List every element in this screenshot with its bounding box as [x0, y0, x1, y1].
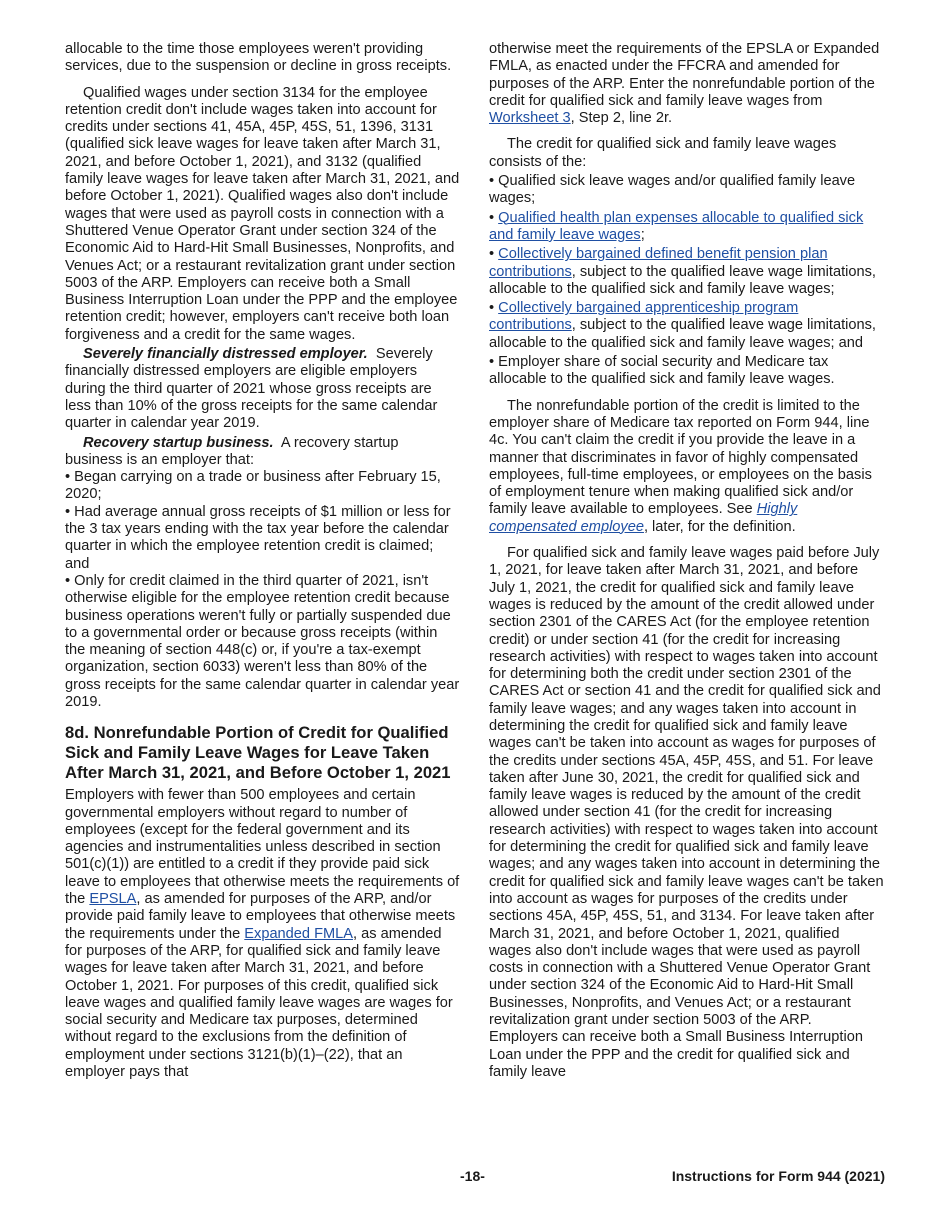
- pension-plan-contributions-link[interactable]: Collectively bargained defined benefit pension plan contributions: [489, 246, 828, 280]
- body-text: , Step 2, line 2r.: [570, 110, 673, 127]
- body-text: , subject to the qualified leave wage limitations, allocable to the qualified sick and family leave wages; and: [489, 317, 876, 351]
- bullet-item: • Employer share of social security and Medicare tax allocable to the qualified sick and family leave wages.: [489, 354, 884, 389]
- bullet-item: • Had average annual gross receipts of $1 million or less for the 3 tax years ending with the tax year before the calendar quarter in which the employee retention credit is claimed; and: [65, 504, 460, 573]
- left-column: [65, 41, 460, 1081]
- paragraph-8d-body: [65, 787, 460, 1081]
- right-column: [489, 41, 884, 1081]
- paragraph-recovery-startup: [65, 435, 460, 470]
- body-text: Employers with fewer than 500 employees and certain governmental employers without regard to number of employees (except for the federal government and its agencies and instrumentalities unless described in section 501(c)(1)) are entitled to a credit if they provide paid sick leave to employees that otherwise meets the requirements of the: [65, 787, 460, 908]
- recovery-startup-label: Recovery startup business.: [83, 434, 274, 451]
- apprenticeship-contributions-link[interactable]: Collectively bargained apprenticeship program contributions: [489, 300, 799, 334]
- recovery-startup-text: A recovery startup business is an employer that:: [65, 434, 399, 468]
- body-text: otherwise meet the requirements of the EPSLA or Expanded FMLA, as enacted under the FFCRA and amended for purposes of the ARP. Enter the nonrefundable portion of the credit for qualified sick and family leave wages from: [489, 41, 880, 109]
- bullet-item: [489, 210, 884, 245]
- paragraph-severely-distressed: [65, 346, 460, 432]
- paragraph-qualified-wages-3134: Qualified wages under section 3134 for the employee retention credit don't include wages taken into account for credits under sections 41, 45A, 45P, 45S, 51, 1396, 3131 (qualified sick leave wages for leave taken after March 31, 2021, and before October 1, 2021), and 3132 (qualified family leave wages for leave taken after March 31, 2021, and before October 1, 2021). Qualified wages also don't include wages that were used as payroll costs in connection with a Shuttered Venue Operator Grant under section 324 of the Economic Aid to Hard-Hit Small Businesses, Nonprofits, and Venues Act; or a restaurant revitalization grant under section 5003 of the ARP. Employers can receive both a Small Business Interruption Loan under the PPP and the employee retention credit; however, employers can't receive both loan forgiveness and a credit for the same wages.: [65, 84, 460, 343]
- form-title: Instructions for Form 944 (2021): [671, 1168, 885, 1184]
- paragraph-gross-receipts: allocable to the time those employees weren't providing services, due to the suspension or decline in gross receipts.: [65, 41, 452, 75]
- body-text: , as amended for purposes of the ARP, for qualified sick and family leave wages for leave taken after March 31, 2021, and before October 1, 2021. For purposes of this credit, qualified sick leave wages and qualified family leave wages are wages for social security and Medicare tax purposes, determined without regard to the exclusions from the definition of employment under sections 3121(b)(1)–(22), that an employer pays that: [65, 925, 453, 1081]
- bullet-item: • Began carrying on a trade or business after February 15, 2020;: [65, 469, 460, 504]
- bullet-item: [489, 300, 884, 352]
- paragraph-credit-consists: The credit for qualified sick and family leave wages consists of the:: [489, 136, 837, 170]
- body-text: , later, for the definition.: [643, 518, 796, 535]
- paragraph-nonrefundable-limit: [489, 398, 884, 536]
- body-text: ;: [640, 226, 645, 243]
- bullet-item: [489, 246, 884, 298]
- bullet-item: • Qualified sick leave wages and/or qualified family leave wages;: [489, 173, 884, 208]
- severely-distressed-text: Severely financially distressed employers are eligible employers during the third quarter of 2021 whose gross receipts are less than 10% of the gross receipts for the same calendar quarter in calendar year 2019.: [65, 346, 438, 432]
- paragraph-wages-paid-before-july: For qualified sick and family leave wages paid before July 1, 2021, for leave taken after March 31, 2021, and before July 1, 2021, the credit for qualified sick and family leave wages is reduced by the amount of the credit allowed under section 2301 of the CARES Act (for the employee retention credit) or under section 41 (for the credit for increasing research activities) with respect to wages taken into account for determining both the credit under section 2301 of the CARES Act or section 41 and the credit for qualified sick and family leave wages; and any wages taken into account in determining the credit for qualified sick and family leave wages can't be taken into account as wages for purposes of the credits under sections 45A, 45P, 45S, and 51. For leave taken after June 30, 2021, the credit for qualified sick and family leave wages is reduced by the amount of the credit allowed under section 41 (for the credit for increasing research activities) with respect to wages taken into account for determining the credit for qualified sick and family leave wages; and any wages taken into account in determining the credit for qualified sick and family leave wages can't be taken into account as wages for purposes of the credits under sections 45A, 45P, 45S, 51, and 3134. For leave taken after March 31, 2021, and before October 1, 2021, qualified wages also don't include wages that were used as payroll costs in connection with a Shuttered Venue Operator Grant under section 324 of the Economic Aid to Hard-Hit Small Businesses, Nonprofits, and Venues Act; or a restaurant revitalization grant under section 5003 of the ARP. Employers can receive both a Small Business Interruption Loan under the PPP and the credit for qualified sick and family leave: [489, 545, 884, 1080]
- worksheet-3-link[interactable]: Worksheet 3: [489, 110, 571, 127]
- bullet-item: • Only for credit claimed in the third quarter of 2021, isn't otherwise eligible for the employee retention credit because business operations weren't fully or partially suspended due to a governmental order or because gross receipts (within the meaning of section 448(c) or, if you're a tax-exempt organization, section 6033) weren't less than 80% of the gross receipts for the same calendar quarter in calendar year 2019.: [65, 573, 460, 711]
- paragraph-enter-nonrefundable: [489, 41, 884, 127]
- epsla-link[interactable]: EPSLA: [89, 891, 137, 908]
- section-heading-8d: 8d. Nonrefundable Portion of Credit for Qualified Sick and Family Leave Wages for Leave Taken After March 31, 2021, and Before October 1, 2021: [65, 723, 451, 783]
- page-number: -18-: [460, 1168, 485, 1184]
- highly-compensated-employee-link[interactable]: Highly compensated employee: [489, 501, 798, 535]
- body-text: The nonrefundable portion of the credit is limited to the employer share of Medicare tax reported on Form 944, line 4c. You can't claim the credit if you provide the leave in a manner that discriminates in favor of highly compensated employees, full-time employees, or employees on the basis of employment tenure when making qualified sick and/or family leave available to employees. See: [489, 397, 872, 518]
- body-text: , subject to the qualified leave wage limitations, allocable to the qualified sick and family leave wages;: [489, 263, 876, 297]
- health-plan-expenses-link[interactable]: Qualified health plan expenses allocable to qualified sick and family leave wages: [489, 209, 864, 243]
- severely-distressed-label: Severely financially distressed employer.: [83, 346, 368, 363]
- expanded-fmla-link[interactable]: Expanded FMLA: [244, 925, 354, 942]
- body-text: , as amended for purposes of the ARP, and/or provide paid family leave to employees that otherwise meets the requirements under the: [65, 891, 456, 942]
